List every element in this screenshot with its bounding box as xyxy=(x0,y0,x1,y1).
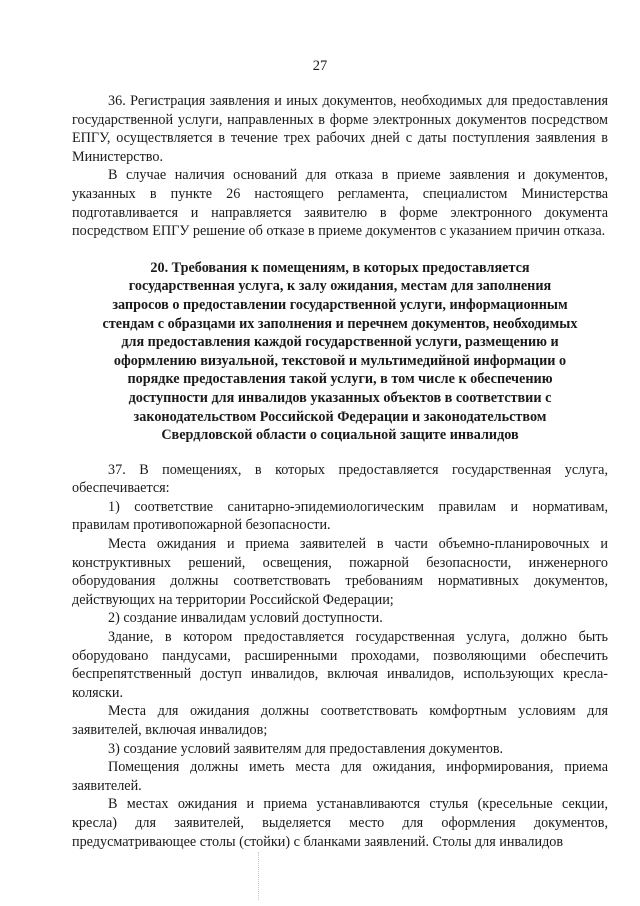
paragraph-building-access: Здание, в котором предоставляется государственная услуга, должно быть оборудовано пандусами, расширенными проходами, позволяющими обеспечить беспрепятственный доступ инвалидов, включая инвалидов, использующих кресла-коляски. xyxy=(72,629,608,701)
paragraph-refusal: В случае наличия оснований для отказа в приеме заявления и документов, указанных в пункте 26 настоящего регламента, специалистом Министерства подготавливается и направляется заявителю в форме электронного документа посредством ЕПГУ решение об отказе в приеме документов с указанием причин отказа. xyxy=(72,167,608,240)
paragraph-waiting-places: Места ожидания и приема заявителей в части объемно-планировочных и конструктивных решений, освещения, пожарной безопасности, инженерного оборудования должны соответствовать требованиям нормативных документов, действующих на территории Российской Федерации; xyxy=(72,536,608,608)
paragraph-item-2: 2) создание инвалидам условий доступности. xyxy=(108,610,383,627)
paragraph-furniture: В местах ожидания и приема устанавливаются стулья (кресельные секции, кресла) для заявителей, выделяется место для оформления документов, предусматривающее столы (стойки) с бланками заявлений. Столы для инвалидов xyxy=(72,796,608,850)
scan-artifact xyxy=(258,852,261,900)
paragraph-premises: Помещения должны иметь места для ожидания, информирования, приема заявителей. xyxy=(72,759,608,794)
paragraph-36: 36. Регистрация заявления и иных документов, необходимых для предоставления государственной услуги, направленных в форме электронных документов посредством ЕПГУ, осуществляется в течение трех рабочих дней с даты поступления заявления в Министерство. xyxy=(72,93,608,165)
document-body xyxy=(72,92,608,851)
section-heading: 20. Требования к помещениям, в которых предоставляется государственная услуга, к залу ожидания, местам для заполнения запросов о предоставлении государственной услуги, информационным стендам с образцами их заполнения и перечнем документов, необходимых для предоставления каждой государственной услуги, размещению и оформлению визуальной, текстовой и мультимедийной информации о порядке предоставления такой услуги, в том числе к обеспечению доступности для инвалидов указанных объектов в соответствии с законодательством Российской Федерации и законодательством Свердловской области о социальной защите инвалидов xyxy=(102,259,578,444)
paragraph-item-3: 3) создание условий заявителям для предоставления документов. xyxy=(108,740,504,757)
paragraph-comfort: Места для ожидания должны соответствовать комфортным условиям для заявителей, включая инвалидов; xyxy=(72,703,608,738)
paragraph-37: 37. В помещениях, в которых предоставляется государственная услуга, обеспечивается: xyxy=(72,461,608,497)
paragraph-item-1: 1) соответствие санитарно-эпидемиологическим правилам и нормативам, правилам противопожарной безопасности. xyxy=(72,498,608,534)
page-number: 27 xyxy=(312,58,328,74)
